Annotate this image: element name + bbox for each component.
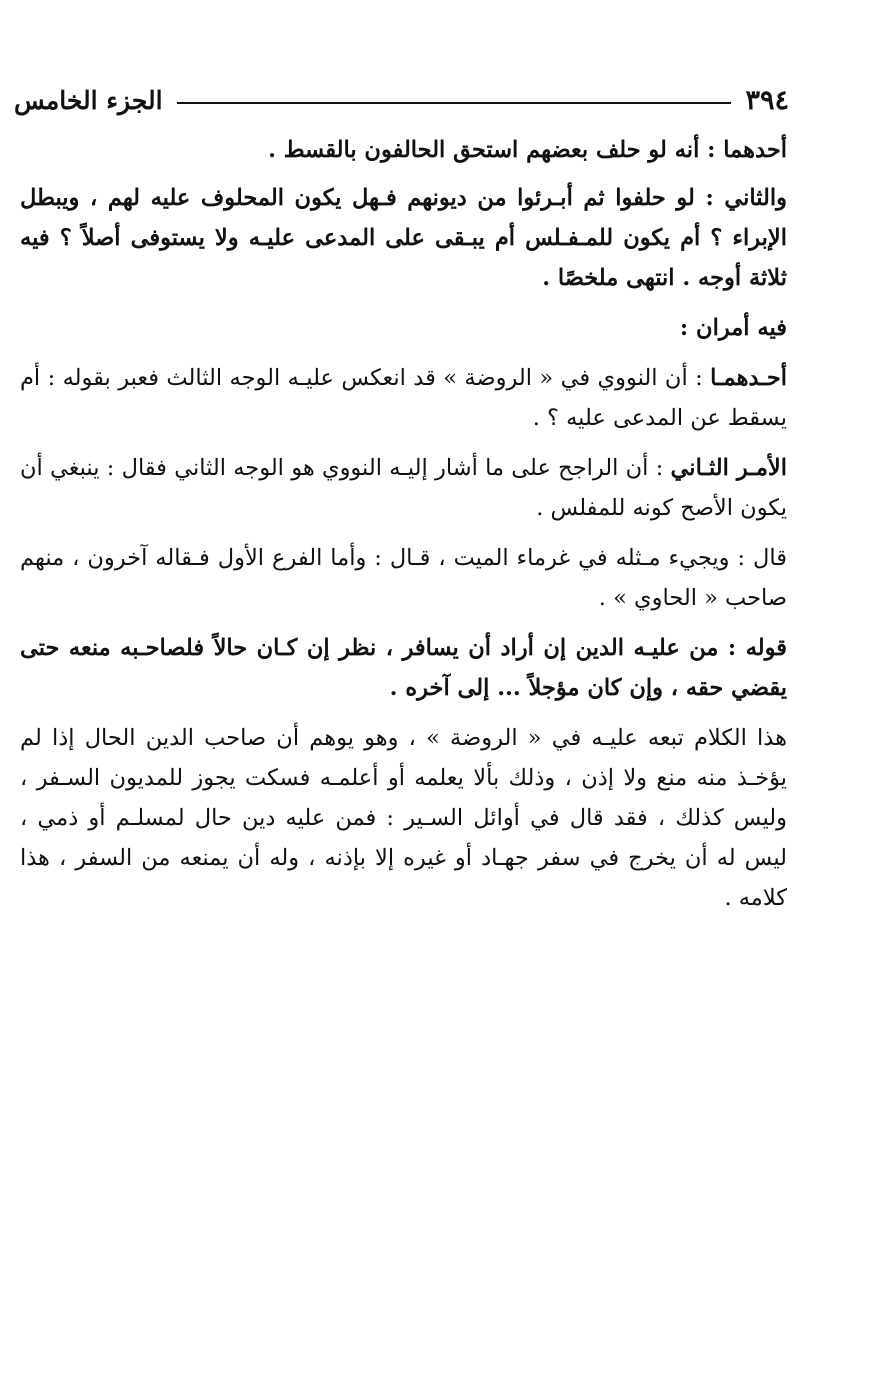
paragraph-3 — [20, 308, 787, 348]
paragraph-4-lead: أحـدهمـا — [710, 365, 787, 391]
paragraph-5-text: : أن الراجح على ما أشار إليـه النووي هو الوجه الثاني فقال : ينبغي أن يكون الأصح كونه للمفلس . — [20, 455, 787, 521]
paragraph-5-lead: الأمـر الثـاني — [670, 455, 787, 481]
paragraph-4 — [20, 358, 787, 438]
page-number: ٣٩٤ — [745, 84, 789, 116]
paragraph-3-text: فيه أمران : — [679, 315, 787, 341]
paragraph-1 — [20, 130, 787, 170]
paragraph-6-text: قال : ويجيء مـثله في غرماء الميت ، قـال : وأما الفرع الأول فـقاله آخرون ، منهم صاحب « الحاوي » . — [20, 545, 787, 611]
running-title: الجزء الخامس — [14, 85, 163, 115]
paragraph-5 — [20, 448, 787, 528]
paragraph-8-text: هذا الكلام تبعه عليـه في « الروضة » ، وهو يوهم أن صاحب الدين الحال إذا لم يؤخـذ منه منع ولا إذن ، وذلك بألا يعلمه أو أعلمـه فسكت يجوز للمديون السـفر ، وليس كذلك ، فقد قال في أوائل السـير : فمن عليه دين حال لمسلـم أو ذمي ، ليس له أن يخرج في سفر جهـاد أو غيره إلا بإذنه ، وله أن يمنعه من السفر ، هذا كلامه . — [20, 725, 787, 911]
paragraph-2 — [20, 178, 787, 298]
paragraph-6 — [20, 538, 787, 618]
paragraph-1-text: أحدهما : أنه لو حلف بعضهم استحق الحالفون بالقسط . — [268, 137, 787, 163]
paragraph-8 — [20, 718, 787, 918]
paragraph-7-text: قوله : من عليـه الدين إن أراد أن يسافر ، نظر إن كـان حالاً فلصاحـبه منعه حتى يقضي حقه ، وإن كان مؤجلاً ... إلى آخره . — [20, 635, 787, 701]
page-header — [14, 78, 789, 122]
paragraph-7 — [20, 628, 787, 708]
paragraph-4-text: : أن النووي في « الروضة » قد انعكس عليـه الوجه الثالث فعبر بقوله : أم يسقط عن المدعى عليه ؟ . — [20, 365, 787, 431]
page-body — [20, 130, 787, 924]
header-rule — [177, 102, 732, 104]
paragraph-2-text: والثاني : لو حلفوا ثم أبـرئوا من ديونهم فـهل يكون المحلوف عليه لهم ، ويبطل الإبراء ؟ أم يكون للمـفـلس أم يبـقى على المدعى عليـه ولا يستوفى أصلاً ؟ فيه ثلاثة أوجه . انتهى ملخصًا . — [20, 185, 787, 291]
